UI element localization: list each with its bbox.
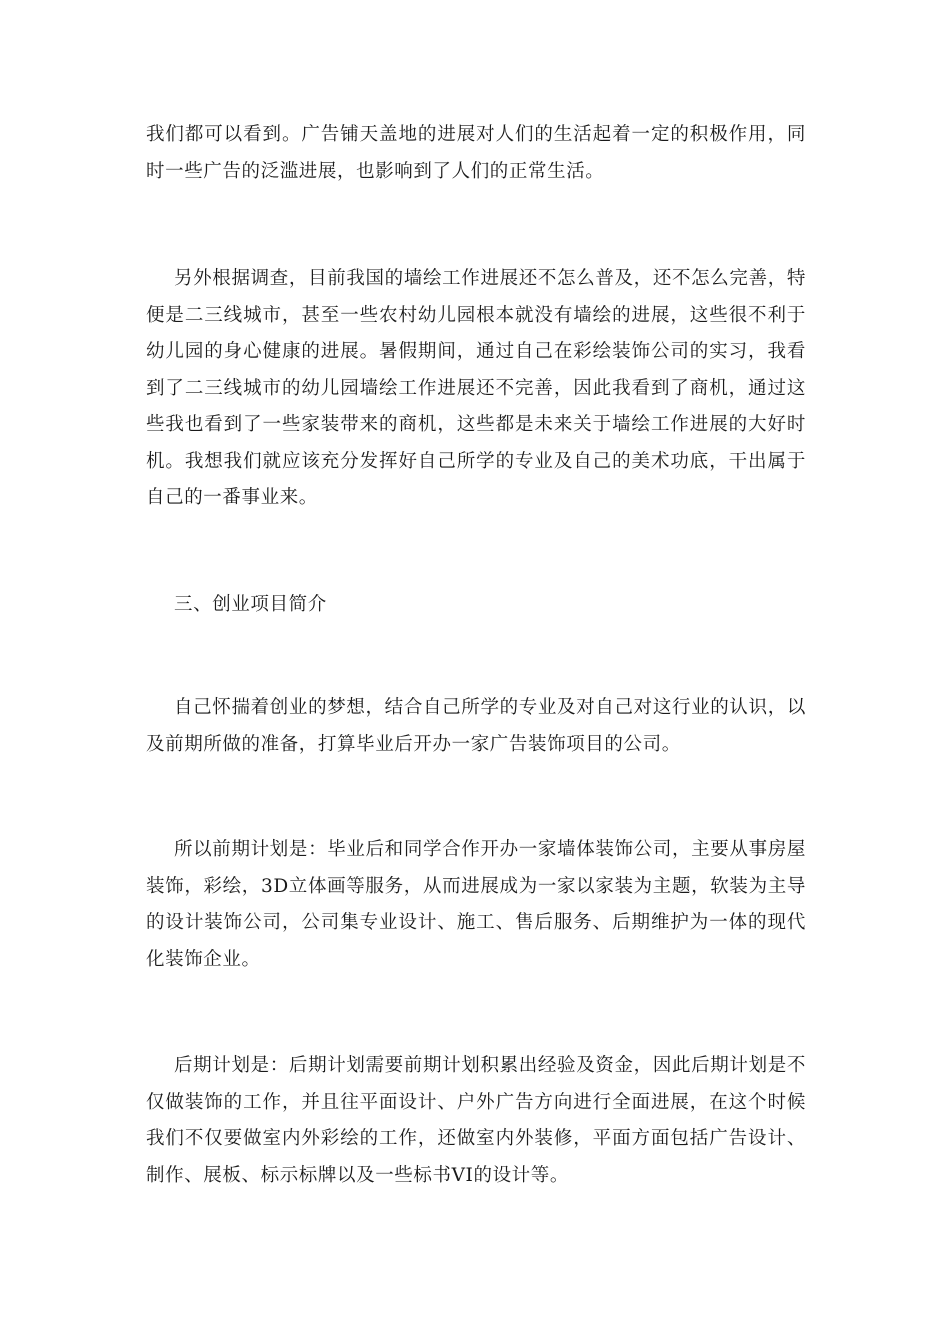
paragraph-5: 后期计划是：后期计划需要前期计划积累出经验及资金，因此后期计划是不仅做装饰的工作，并且往平面设计、户外广告方向进行全面进展，在这个时候我们不仅要做室内外彩绘的工作，还做室内外装修，平面方面包括广告设计、制作、展板、标示标牌以及一些标书VI的设计等。 xyxy=(146,1055,806,1186)
paragraph-1: 我们都可以看到。广告铺天盖地的进展对人们的生活起着一定的积极作用，同时一些广告的泛滥进展，也影响到了人们的正常生活。 xyxy=(146,124,806,182)
paragraph-3: 自己怀揣着创业的梦想，结合自己所学的专业及对自己对这行业的认识，以及前期所做的准备，打算毕业后开办一家广告装饰项目的公司。 xyxy=(146,697,806,755)
paragraph-2: 另外根据调查，目前我国的墙绘工作进展还不怎么普及，还不怎么完善，特便是二三线城市，甚至一些农村幼儿园根本就没有墙绘的进展，这些很不利于幼儿园的身心健康的进展。暑假期间，通过自己在彩绘装饰公司的实习，我看到了二三线城市的幼儿园墙绘工作进展还不完善，因此我看到了商机，通过这些我也看到了一些家装带来的商机，这些都是未来关于墙绘工作进展的大好时机。我想我们就应该充分发挥好自己所学的专业及自己的美术功底，干出属于自己的一番事业来。 xyxy=(146,268,806,508)
paragraph-4: 所以前期计划是：毕业后和同学合作开办一家墙体装饰公司，主要从事房屋装饰，彩绘，3D立体画等服务，从而进展成为一家以家装为主题，软装为主导的设计装饰公司，公司集专业设计、施工、售后服务、后期维护为一体的现代化装饰企业。 xyxy=(146,839,806,970)
section-heading: 三、创业项目简介 xyxy=(174,594,327,615)
